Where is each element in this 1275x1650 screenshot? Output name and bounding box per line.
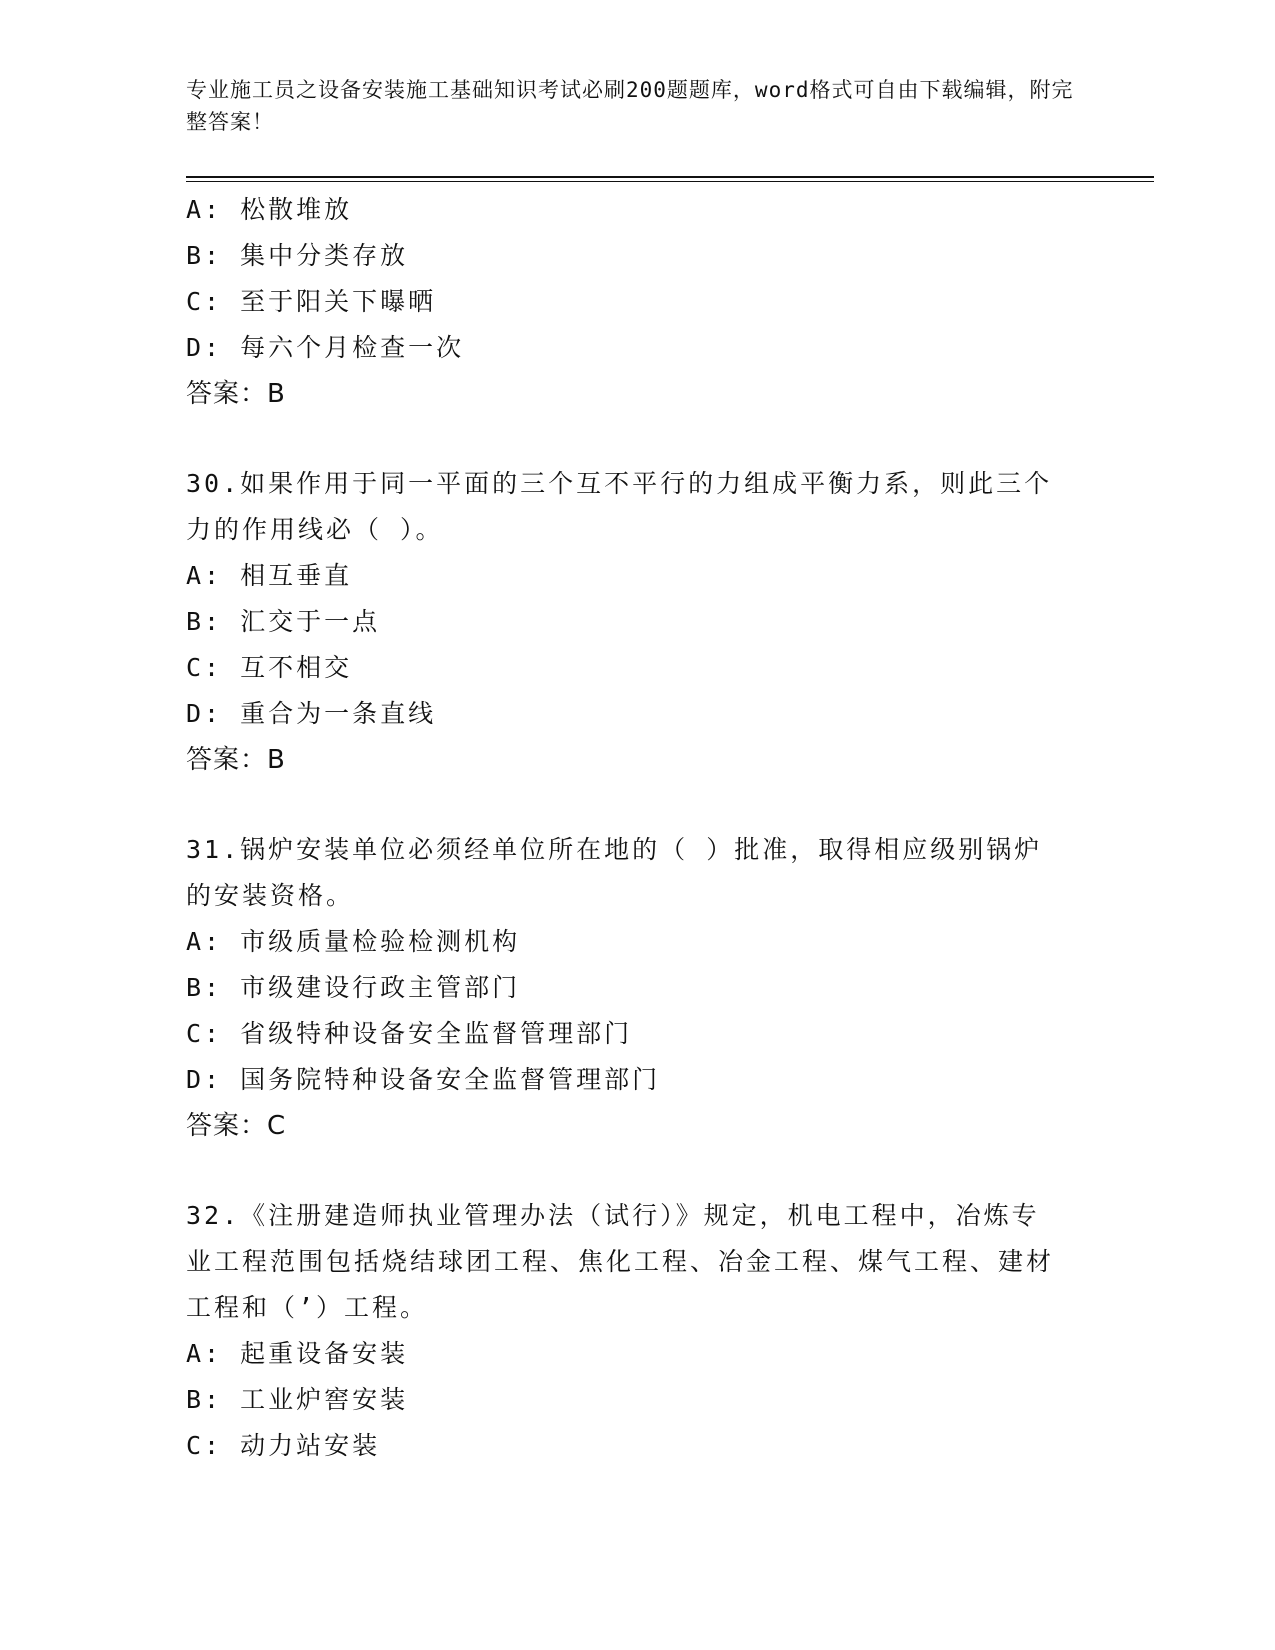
- question-block-31: [186, 827, 1086, 1149]
- option-b: B: 市级建设行政主管部门: [186, 973, 521, 1002]
- option-d: D: 每六个月检查一次: [186, 333, 465, 362]
- option-d: D: 国务院特种设备安全监督管理部门: [186, 1065, 661, 1094]
- document-header: 专业施工员之设备安装施工基础知识考试必刷200题题库，word格式可自由下载编辑，附完整答案！: [186, 78, 1074, 134]
- option-a: A: 起重设备安装: [186, 1339, 409, 1368]
- question-block-32: [186, 1193, 1086, 1469]
- option-a: A: 相互垂直: [186, 561, 353, 590]
- answer-line: 答案：C: [186, 1111, 287, 1141]
- option-b: B: 汇交于一点: [186, 607, 381, 636]
- question-text: 31.锅炉安装单位必须经单位所在地的（ ）批准，取得相应级别锅炉的安装资格。: [186, 835, 1043, 910]
- option-c: C: 省级特种设备安全监督管理部门: [186, 1019, 633, 1048]
- answer-line: 答案：B: [186, 379, 286, 409]
- question-list: [186, 187, 1086, 1469]
- question-text: 32.《注册建造师执业管理办法（试行）》规定，机电工程中，冶炼专业工程范围包括烧结球团工程、焦化工程、冶金工程、煤气工程、建材工程和（’）工程。: [186, 1201, 1055, 1322]
- question-text: 30.如果作用于同一平面的三个互不平行的力组成平衡力系，则此三个力的作用线必（ ）。: [186, 469, 1053, 544]
- option-b: B: 工业炉窖安装: [186, 1385, 409, 1414]
- option-c: C: 互不相交: [186, 653, 353, 682]
- answer-line: 答案：B: [186, 745, 286, 775]
- option-d: D: 重合为一条直线: [186, 699, 437, 728]
- option-c: C: 动力站安装: [186, 1431, 381, 1460]
- header-divider-thin: [186, 181, 1154, 182]
- question-block-30: [186, 461, 1086, 783]
- header-divider-thick: [186, 176, 1154, 178]
- question-block-29: [186, 187, 1086, 417]
- option-b: B: 集中分类存放: [186, 241, 409, 270]
- option-a: A: 市级质量检验检测机构: [186, 927, 521, 956]
- option-a: A: 松散堆放: [186, 195, 353, 224]
- option-c: C: 至于阳关下曝晒: [186, 287, 437, 316]
